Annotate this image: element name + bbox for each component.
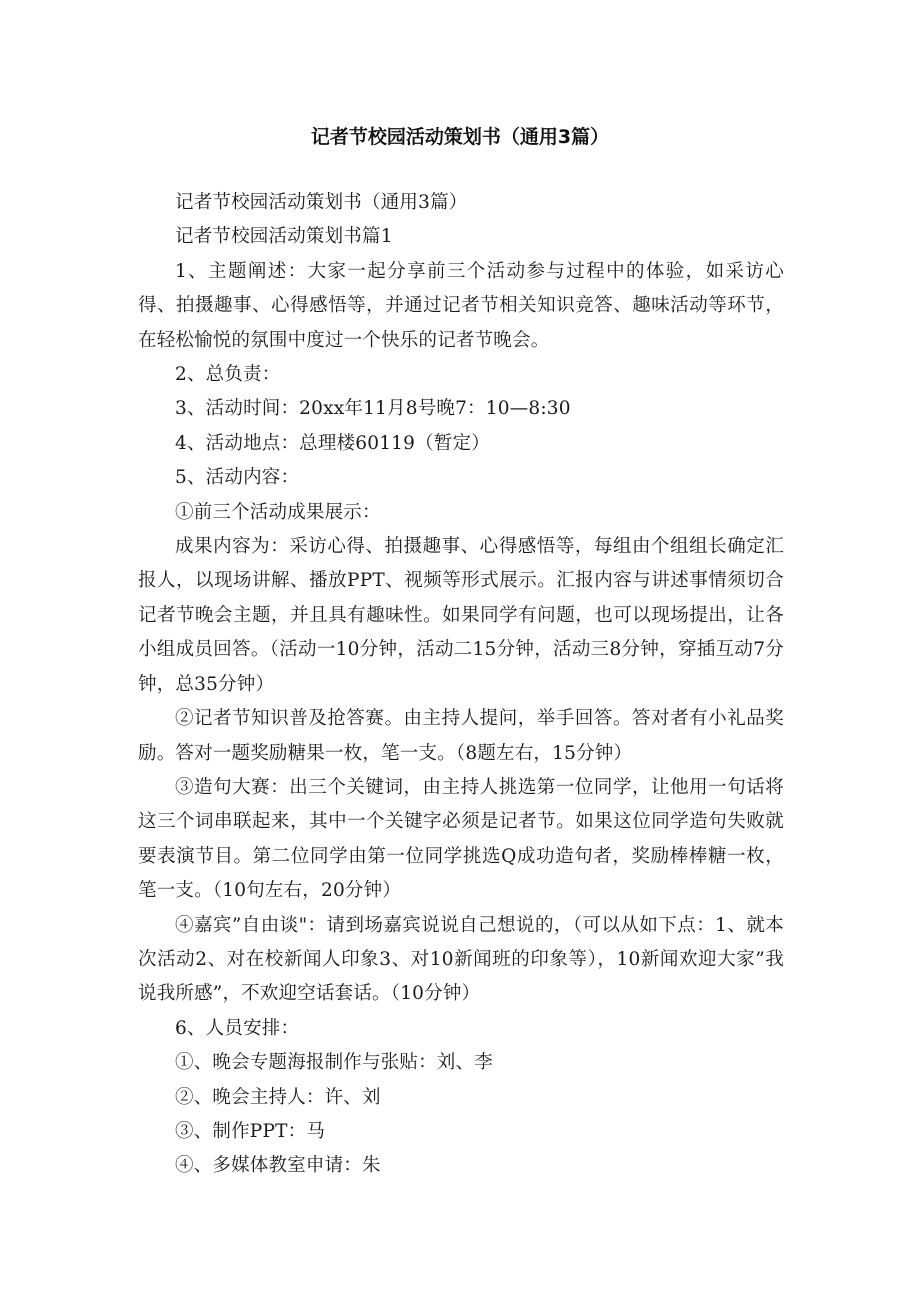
paragraph: 3、活动时间：20xx年11月8号晚7：10—8:30 bbox=[175, 398, 571, 420]
paragraph: ①、晚会专题海报制作与张贴：刘、李 bbox=[175, 1052, 493, 1074]
paragraph: 成果内容为：采访心得、拍摄趣事、心得感悟等，每组由个组组长确定汇报人，以现场讲解、播放PPT、视频等形式展示。汇报内容与讲述事情须切合记者节晚会主题，并且具有趣味性。如果同学有问题，也可以现场提出，让各小组成员回答。（活动一10分钟，活动二15分钟，活动三8分钟，穿插互动7分钟，总35分钟） bbox=[138, 536, 784, 695]
document-body bbox=[138, 186, 784, 1184]
paragraph: 4、活动地点：总理楼60119（暂定） bbox=[175, 432, 490, 454]
paragraph: 5、活动内容： bbox=[175, 467, 300, 489]
paragraph: 2、总负责： bbox=[175, 364, 281, 386]
paragraph: ②记者节知识普及抢答赛。由主持人提问，举手回答。答对者有小礼品奖励。答对一题奖励糖果一枚，笔一支。（8题左右，15分钟） bbox=[138, 708, 784, 764]
paragraph: ③、制作PPT：马 bbox=[175, 1120, 326, 1142]
paragraph: 记者节校园活动策划书（通用3篇） bbox=[175, 192, 468, 213]
paragraph: 记者节校园活动策划书篇1 bbox=[175, 226, 393, 248]
paragraph: 6、人员安排： bbox=[175, 1017, 300, 1039]
paragraph: 1、主题阐述：大家一起分享前三个活动参与过程中的体验，如采访心得、拍摄趣事、心得感悟等，并通过记者节相关知识竞答、趣味活动等环节，在轻松愉悦的氛围中度过一个快乐的记者节晚会。 bbox=[138, 260, 784, 351]
paragraph: ④、多媒体教室申请：朱 bbox=[175, 1155, 381, 1177]
paragraph: ③造句大赛：出三个关键词，由主持人挑选第一位同学，让他用一句话将这三个词串联起来，其中一个关键字必须是记者节。如果这位同学造句失败就要表演节目。第二位同学由第一位同学挑选Q成功造句者，奖励棒棒糖一枚，笔一支。（10句左右，20分钟） bbox=[138, 776, 784, 902]
paragraph: ①前三个活动成果展示： bbox=[175, 501, 381, 523]
paragraph: ②、晚会主持人：许、刘 bbox=[175, 1086, 381, 1108]
paragraph: ④嘉宾”自由谈"：请到场嘉宾说说自己想说的，（可以从如下点：1、就本次活动2、对在校新闻人印象3、对10新闻班的印象等），10新闻欢迎大家”我说我所感”，不欢迎空话套话。（10分钟） bbox=[138, 914, 784, 1005]
document-title: 记者节校园活动策划书（通用3篇） bbox=[310, 126, 610, 148]
